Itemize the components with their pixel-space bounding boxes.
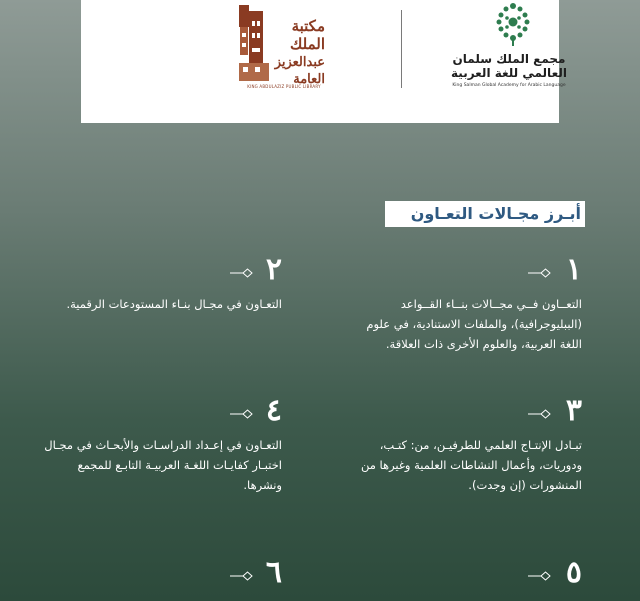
section-title xyxy=(385,201,585,227)
academy-name-line1: مجمع الملك سلمان xyxy=(452,52,566,66)
cooperation-item-5 xyxy=(360,555,582,595)
diamond-arrow-icon xyxy=(526,409,552,419)
logo-divider xyxy=(401,10,402,88)
svg-text:مكتبة: مكتبة xyxy=(291,17,325,35)
diamond-arrow-icon xyxy=(228,571,254,581)
academy-name-english: King Salman Global Academy for Arabic Language xyxy=(452,83,566,88)
section-title-text: أبـرز مجـالات التعـاون xyxy=(410,204,581,223)
cooperation-item-6 xyxy=(40,555,282,595)
library-logo xyxy=(237,3,329,95)
svg-text:الملك: الملك xyxy=(289,35,325,53)
item-description: التعـاون في مجـال بنـاء المستودعات الرقمية. xyxy=(66,297,282,311)
diamond-arrow-icon xyxy=(228,409,254,419)
item-number: ١ xyxy=(565,252,582,287)
academy-emblem-icon xyxy=(486,0,540,46)
logo-header-card xyxy=(81,0,567,123)
item-number: ٢ xyxy=(265,252,282,287)
item-number: ٤ xyxy=(265,393,282,428)
item-description: التعــاون فــي مجــالات بنــاء القــواعد (الببليوجرافية)، والملفات الاستنادية، في علوم اللغة العربية، والعلوم الأخرى ذات العلاقة. xyxy=(366,297,582,351)
cooperation-item-2 xyxy=(40,252,282,314)
svg-text:عبدالعزيز: عبدالعزيز xyxy=(274,55,325,70)
academy-name-line2: العالمي للغة العربية xyxy=(451,66,567,80)
library-caption: KING ABDULAZIZ PUBLIC LIBRARY xyxy=(247,84,321,89)
cooperation-item-3 xyxy=(360,393,582,495)
item-number: ٦ xyxy=(265,555,282,590)
academy-name xyxy=(449,52,569,80)
item-number: ٣ xyxy=(565,393,582,428)
item-number: ٥ xyxy=(565,555,582,590)
diamond-arrow-icon xyxy=(228,268,254,278)
item-description: تبـادل الإنتـاج العلمي للطرفيـن، من: كتـب، ودوريات، وأعمال النشاطات العلمية وغيرها من المنشورات (إن وجدت). xyxy=(360,438,582,492)
svg-text:العامة: العامة xyxy=(293,72,325,87)
diamond-arrow-icon xyxy=(526,268,552,278)
cooperation-item-4 xyxy=(40,393,282,495)
cooperation-item-1 xyxy=(360,252,582,354)
item-description: التعـاون في إعـداد الدراسـات والأبحـاث في مجـال اختبـار كفايـات اللغـة العربيـة التابـع للمجمع ونشرها. xyxy=(44,438,282,492)
diamond-arrow-icon xyxy=(526,571,552,581)
